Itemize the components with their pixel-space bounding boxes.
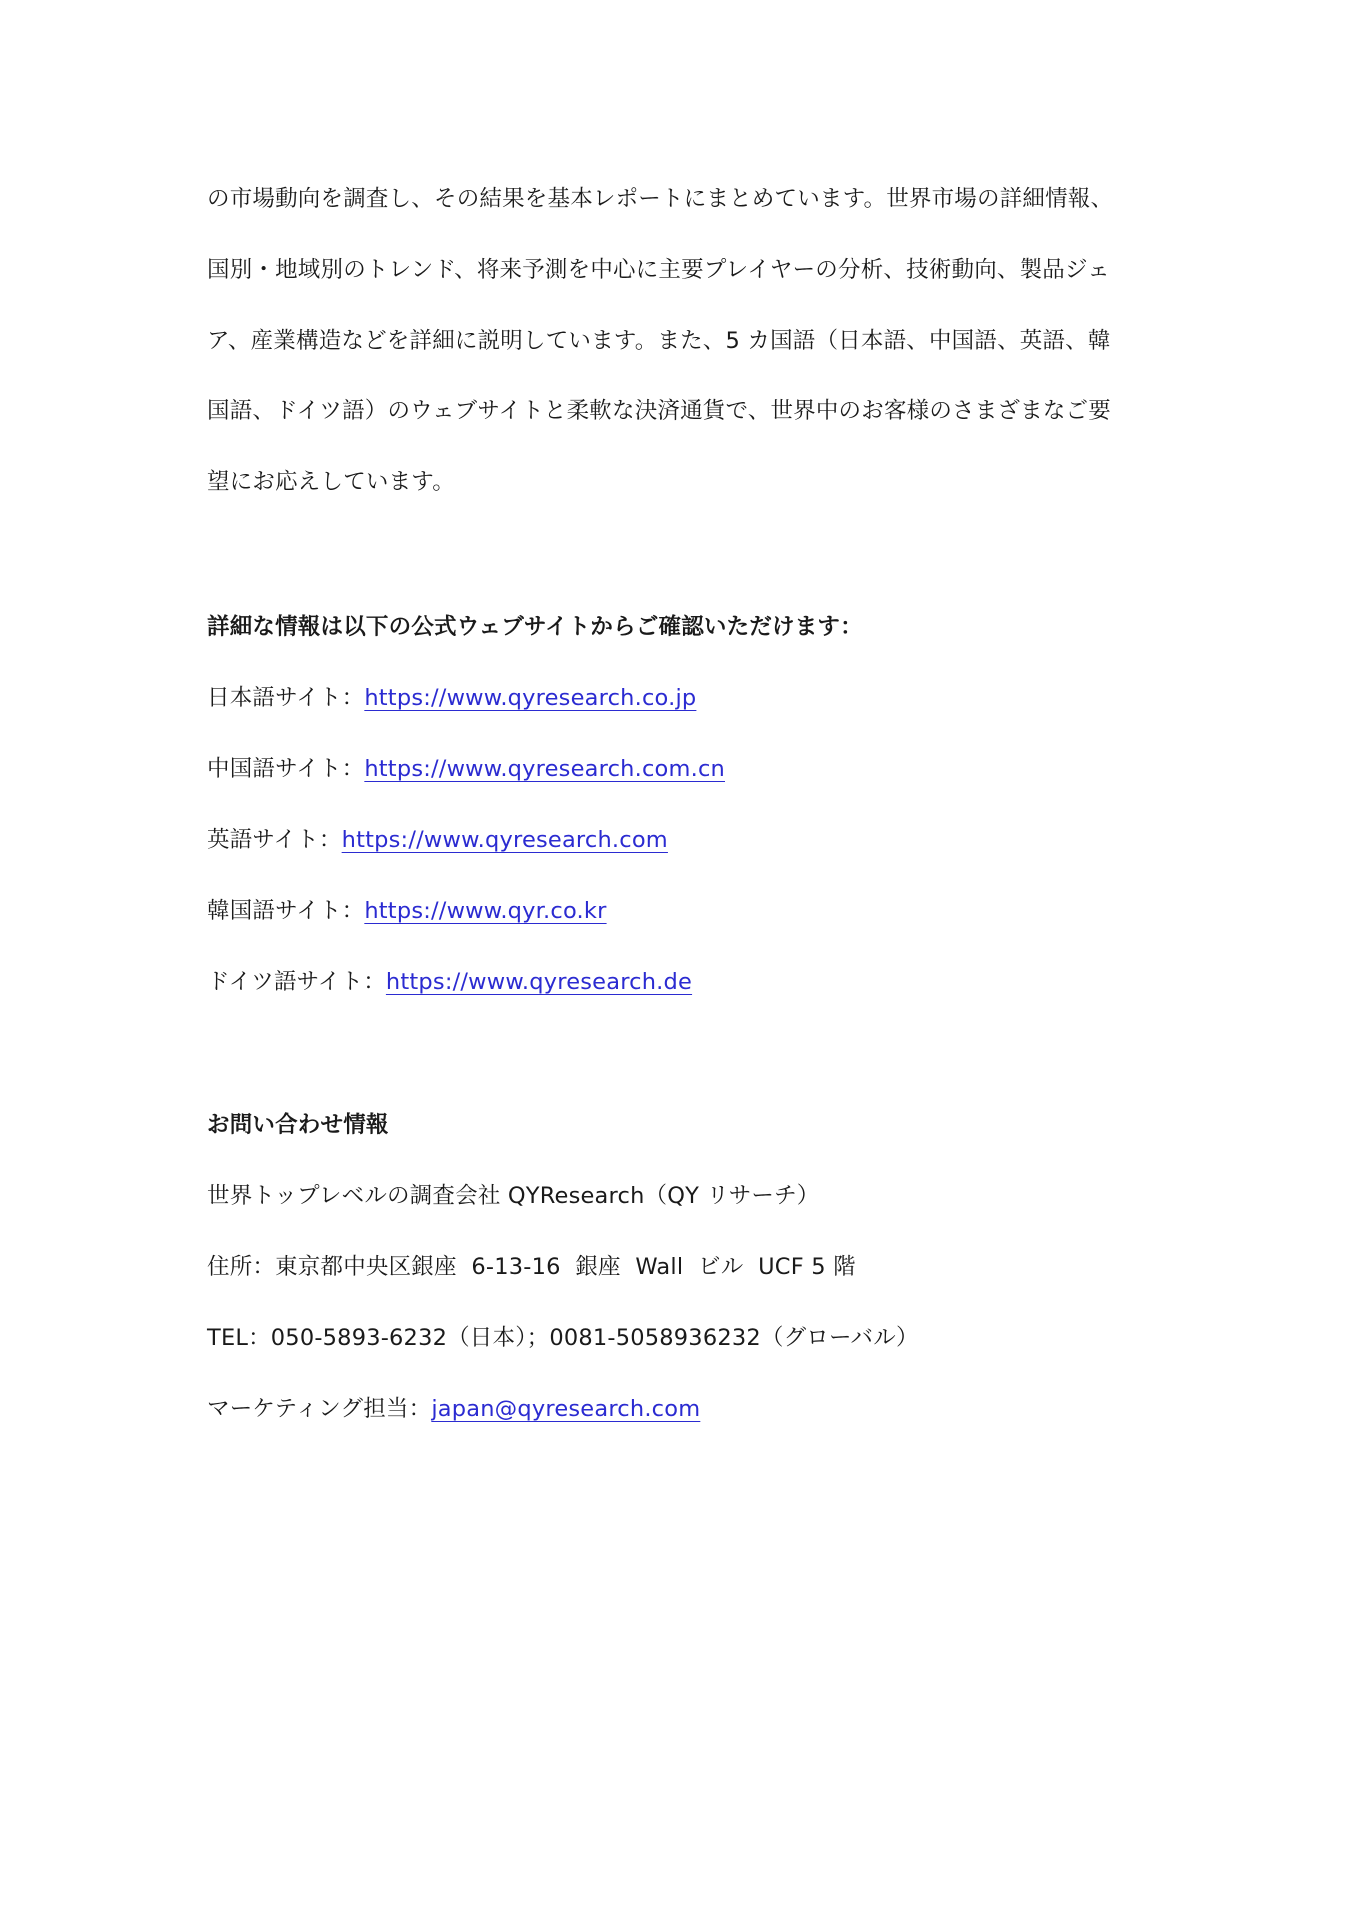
intro-line-5: 望にお応えしています。 — [207, 469, 455, 495]
website-item-english — [207, 825, 668, 855]
website-link-english[interactable]: https://www.qyresearch.com — [341, 827, 668, 853]
website-item-chinese — [207, 754, 725, 784]
website-link-german[interactable]: https://www.qyresearch.de — [385, 969, 693, 995]
websites-heading: 詳細な情報は以下の公式ウェブサイトからご確認いただけます： — [207, 614, 863, 640]
intro-line-3: ア、産業構造などを詳細に説明しています。また、5 カ国語（日本語、中国語、英語、韓 — [207, 328, 1111, 354]
website-item-korean — [207, 896, 607, 926]
contact-tel: TEL：050-5893-6232（日本）；0081-5058936232（グローバル） — [207, 1325, 919, 1351]
website-link-korean[interactable]: https://www.qyr.co.kr — [364, 898, 607, 924]
marketing-email-link[interactable]: japan@qyresearch.com — [431, 1396, 701, 1422]
contact-heading: お問い合わせ情報 — [207, 1112, 389, 1138]
intro-line-2: 国別・地域別のトレンド、将来予測を中心に主要プレイヤーの分析、技術動向、製品ジェ — [207, 257, 1110, 283]
website-label: 韓国語サイト： — [207, 898, 365, 924]
contact-company: 世界トップレベルの調査会社 QYResearch（QY リサーチ） — [207, 1183, 820, 1209]
website-link-chinese[interactable]: https://www.qyresearch.com.cn — [364, 756, 725, 782]
website-label: ドイツ語サイト： — [207, 969, 386, 995]
marketing-label: マーケティング担当： — [207, 1396, 432, 1422]
website-label: 中国語サイト： — [207, 756, 365, 782]
contact-marketing — [207, 1394, 700, 1424]
intro-line-1: の市場動向を調査し、その結果を基本レポートにまとめています。世界市場の詳細情報、 — [207, 186, 1114, 212]
website-label: 英語サイト： — [207, 827, 342, 853]
contact-address: 住所：東京都中央区銀座 6-13-16 銀座 Wall ビル UCF 5 階 — [207, 1254, 856, 1280]
website-label: 日本語サイト： — [207, 685, 365, 711]
website-link-japanese[interactable]: https://www.qyresearch.co.jp — [364, 685, 697, 711]
intro-line-4: 国語、ドイツ語）のウェブサイトと柔軟な決済通貨で、世界中のお客様のさまざまなご要 — [207, 398, 1111, 424]
website-item-japanese — [207, 683, 696, 713]
website-item-german — [207, 967, 692, 997]
